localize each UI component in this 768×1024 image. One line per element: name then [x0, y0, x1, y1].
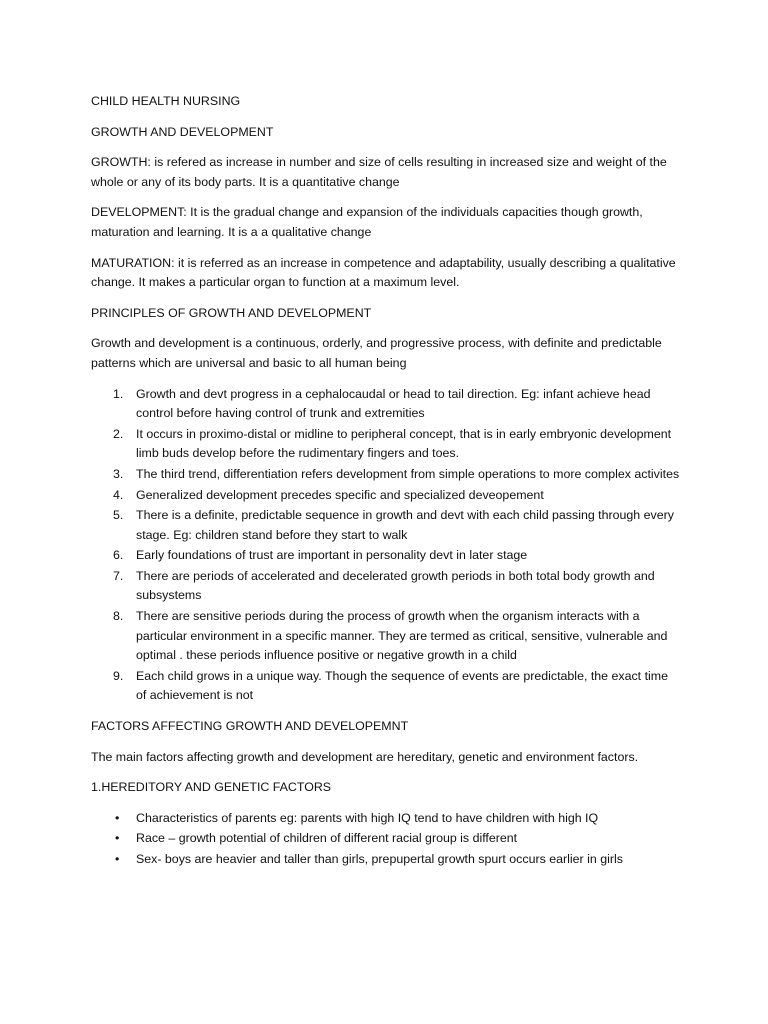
- list-number: 5.: [113, 508, 124, 523]
- list-item-text: Growth and devt progress in a cephalocaudal or head to tail direction. Eg: infant achieve head control before having control of trunk and extremities: [136, 386, 651, 421]
- list-item: [91, 850, 681, 870]
- list-item: [91, 425, 681, 464]
- list-item: [91, 607, 681, 666]
- list-item: [91, 829, 681, 849]
- list-number: 2.: [113, 426, 124, 441]
- principles-list: [91, 385, 681, 707]
- list-item: [91, 546, 681, 566]
- section-heading-growth-development: GROWTH AND DEVELOPMENT: [91, 124, 274, 139]
- document-body: [91, 92, 681, 871]
- list-item-text: Generalized development precedes specific and specialized deveopement: [136, 487, 544, 502]
- list-item-text: Sex- boys are heavier and taller than girls, prepupertal growth spurt occurs earlier in girls: [136, 852, 623, 866]
- list-number: 1.: [113, 386, 124, 401]
- list-item-text: There is a definite, predictable sequence in growth and devt with each child passing through every stage. Eg: children stand before they start to walk: [136, 508, 674, 542]
- list-item-text: Characteristics of parents eg: parents with high IQ tend to have children with high IQ: [136, 810, 599, 825]
- list-item-text: Race – growth potential of children of different racial group is different: [136, 831, 518, 846]
- bullet-icon: •: [115, 810, 120, 825]
- list-item-text: It occurs in proximo-distal or midline to peripheral concept, that is in early embryonic development limb buds develop before the rudimentary fingers and toes.: [136, 426, 672, 461]
- principles-intro: Growth and development is a continuous, orderly, and progressive process, with definite and predictable patterns which are universal and basic to all human being: [91, 336, 662, 370]
- hereditary-factors-list: [91, 809, 681, 870]
- hereditary-heading: 1.HEREDITORY AND GENETIC FACTORS: [91, 780, 332, 795]
- definition-maturation: MATURATION: it is referred as an increase in competence and adaptability, usually describing a qualitative change. It makes a particular organ to function at a maximum level.: [91, 255, 676, 290]
- list-item-text: The third trend, differentiation refers development from simple operations to more complex activites: [136, 466, 680, 481]
- list-item-text: Each child grows in a unique way. Though the sequence of events are predictable, the exact time of achievement is not: [136, 668, 668, 703]
- definition-growth: GROWTH: is refered as increase in number and size of cells resulting in increased size and weight of the whole or any of its body parts. It is a quantitative change: [91, 155, 667, 189]
- list-item-text: Early foundations of trust are important in personality devt in later stage: [136, 548, 528, 563]
- list-number: 8.: [113, 609, 124, 624]
- list-item-text: There are sensitive periods during the process of growth when the organism interacts with a particular environment in a specific manner. They are termed as critical, sensitive, vulnerable and optimal . these periods influence positive or negative growth in a child: [136, 609, 668, 663]
- list-number: 9.: [113, 668, 124, 683]
- list-number: 7.: [113, 568, 124, 583]
- bullet-icon: •: [115, 831, 120, 846]
- list-item: [91, 667, 681, 706]
- principles-heading: PRINCIPLES OF GROWTH AND DEVELOPMENT: [91, 305, 372, 320]
- list-number: 3.: [113, 466, 124, 481]
- factors-heading: FACTORS AFFECTING GROWTH AND DEVELOPEMNT: [91, 719, 409, 734]
- list-item: [91, 567, 681, 606]
- document-title: CHILD HEALTH NURSING: [91, 94, 241, 108]
- list-number: 4.: [113, 487, 124, 502]
- list-item: [91, 809, 681, 829]
- list-item: [91, 486, 681, 506]
- definition-development: DEVELOPMENT: It is the gradual change and expansion of the individuals capacities though growth, maturation and learning. It is a a qualitative change: [91, 205, 643, 239]
- list-item-text: There are periods of accelerated and decelerated growth periods in both total body growth and subsystems: [136, 568, 655, 603]
- list-item: [91, 506, 681, 545]
- bullet-icon: •: [115, 852, 120, 866]
- list-item: [91, 385, 681, 424]
- list-item: [91, 465, 681, 485]
- list-number: 6.: [113, 548, 124, 563]
- factors-intro: The main factors affecting growth and development are hereditary, genetic and environment factors.: [91, 749, 639, 764]
